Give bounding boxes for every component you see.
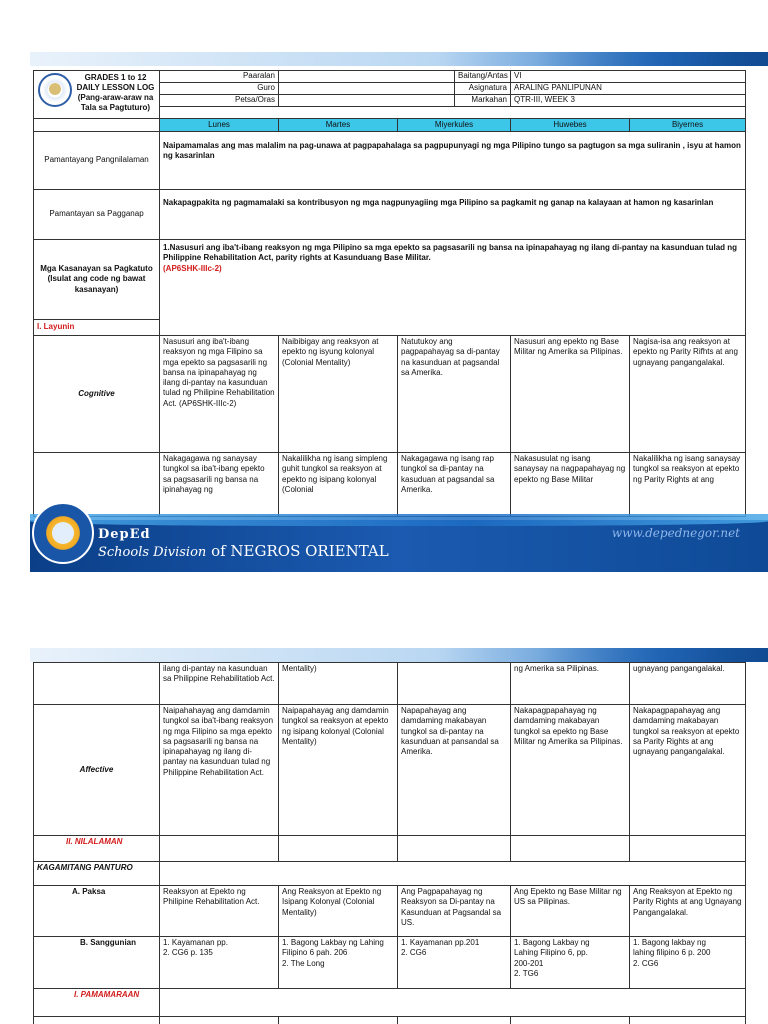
psychomotor-huwebes-bottom: ng Amerika sa Pilipinas. [511,663,630,705]
paksa-lunes: Reaksyon at Epekto ng Philipine Rehabilitation Act. [160,886,279,937]
day-header-blank [34,119,160,132]
footer-division [98,542,389,560]
nilalaman-martes [279,836,398,862]
header-spacer [160,107,746,119]
paksa-huwebes: Ang Epekto ng Base Militar ng US sa Pilipinas. [511,886,630,937]
psychomotor-lunes-top: Nakagagawa ng sanaysay tungkol sa iba't-ibang epekto sa pagsasarili ng bansa na ipinahayag ng [160,453,279,517]
lesson-log-table-2 [33,662,746,1024]
mga-kasanayan-label: Mga Kasanayan sa Pagkatuto (Isulat ang code ng bawat kasanayan) [34,240,160,320]
pamantayang-pangnilalaman-text: Naipamamalas ang mas malalim na pag-unawa at pagpapahalaga sa pagpupunyagi ng mga Pilipino tungo sa pagtugon sa mga suliranin , isyu at hamon ng kasarinlan [160,132,746,190]
day-header-martes: Martes [279,119,398,132]
next-row-label [34,1017,160,1024]
mga-kasanayan-text: 1.Nasusuri ang iba't-ibang reaksyon ng mga Pilipino sa mga epekto sa pagsasarili ng bansa na ipinapahayag ng ilang di-pantay na kasunduan tulad ng Philippine Rehabilitation Act, parity rights at Kasunduang Base Militar. [163,243,738,263]
grades-label: GRADES 1 to 12 [84,73,147,82]
affective-biyernes: Nakapagpapahayag ang damdaming makabayan tungkol sa reaksyon at epekto sa Parity Rights at ang ugnayang pangangalakal. [630,705,746,836]
next-row-miyerkules [398,1017,511,1024]
baitang-label: Baitang/Antas [455,71,511,83]
footer-website: www.depednegor.net [611,526,740,540]
sanggunian-martes: 1. Bagong Lakbay ng Lahing Filipino 6 pah. 206 2. The Long [279,937,398,989]
page-1 [30,52,768,572]
footer-division-script: Schools Division [98,545,207,560]
nilalaman-lunes [160,836,279,862]
cognitive-lunes: Nasusuri ang iba't-ibang reaksyon ng mga Filipino sa mga epekto sa pagsasarili ng bansa na ipinapahayag ng ilang di-pantay na kasunduan tulad ng Philipine Rehabilitation Act. (AP6SHK-IIIc-2) [160,336,279,453]
page-2 [30,648,768,1024]
psychomotor-lunes-bottom: ilang di-pantay na kasunduan sa Philippine Rehabilitatiob Act. [160,663,279,705]
psychomotor-biyernes-top: Nakalilikha ng isang sanaysay tungkol sa reaksyon at epekto ng Parity Rights at ang [630,453,746,517]
psychomotor-label: Psychomotor [34,453,160,517]
lesson-log-table-1 [33,70,746,517]
page-header-band-2 [30,648,768,662]
next-row-biyernes [630,1017,746,1024]
footer-deped: DepEd [98,527,151,542]
sanggunian-label: B. Sanggunian [34,937,160,989]
markahan-value: QTR-III, WEEK 3 [511,95,746,107]
cognitive-huwebes: Nasusuri ang epekto ng Base Militar ng Amerika sa Pilipinas. [511,336,630,453]
pamamaraan-label: I. PAMAMARAAN [34,989,160,1017]
next-row-lunes [160,1017,279,1024]
paksa-biyernes: Ang Reaksyon at Epekto ng Parity Rights at ang Ugnayang Pangangalakal. [630,886,746,937]
deped-emblem-icon [32,502,94,564]
guro-label: Guro [160,83,279,95]
affective-label: Affective [34,705,160,836]
deped-seal-icon [38,73,72,107]
paksa-miyerkules: Ang Pagpapahayag ng Reaksyon sa Di-pantay na Kasunduan at Pagsandal sa US. [398,886,511,937]
log-title: DAILY LESSON LOG [76,83,155,92]
deped-footer-banner [30,520,768,572]
paaralan-value[interactable] [279,71,455,83]
nilalaman-huwebes [511,836,630,862]
nilalaman-label: II. NILALAMAN [34,836,160,862]
kagamitang-label: KAGAMITANG PANTURO [34,862,160,886]
pamamaraan-cell [160,989,746,1017]
kagamitang-cell [160,862,746,886]
psychomotor-label-cont [34,663,160,705]
cognitive-martes: Naibibigay ang reaksyon at epekto ng isyung kolonyal (Colonial Mentality) [279,336,398,453]
next-row-martes [279,1017,398,1024]
day-header-huwebes: Huwebes [511,119,630,132]
mga-kasanayan-cell [160,240,746,336]
pamantayang-pangnilalaman-label: Pamantayang Pangnilalaman [34,132,160,190]
affective-martes: Naipapahayag ang damdamin tungkol sa reaksyon at epekto ng isipang kolonyal (Colonial Mentality) [279,705,398,836]
nilalaman-miyerkules [398,836,511,862]
paksa-martes: Ang Reaksyon at Epekto ng Isipang Kolonyal (Colonial Mentality) [279,886,398,937]
day-header-lunes: Lunes [160,119,279,132]
mga-kasanayan-code: (AP6SHK-IIIc-2) [163,263,222,273]
pamantayan-sa-pagganap-label: Pamantayan sa Pagganap [34,190,160,240]
baitang-value: VI [511,71,746,83]
pamantayan-sa-pagganap-text: Nakapagpakita ng pagmamalaki sa kontribusyon ng mga nagpunyagiing mga Pilipino sa pagkamit ng ganap na kalayaan at hamon ng kasarinlan [160,190,746,240]
petsa-value[interactable] [279,95,455,107]
guro-value[interactable] [279,83,455,95]
page-header-band [30,52,768,66]
sanggunian-lunes: 1. Kayamanan pp. 2. CG6 p. 135 [160,937,279,989]
psychomotor-miyerkules-bottom [398,663,511,705]
cognitive-miyerkules: Natutukoy ang pagpapahayag sa di-pantay na kasunduan at pagsandal sa Amerika. [398,336,511,453]
asignatura-value: ARALING PANLIPUNAN [511,83,746,95]
psychomotor-miyerkules-top: Nakagagawa ng isang rap tungkol sa di-pantay na kasuduan at pagsandal sa Amerika. [398,453,511,517]
log-subtitle: (Pang-araw-araw na Tala sa Pagtuturo) [77,93,154,112]
affective-lunes: Naipahahayag ang damdamin tungkol sa iba't-ibang reaksyon ng mga Filipino sa mga epekto sa pagsasarili ng bansa na ipinapahayag ng ilang di-pantay na kasunduan tulad ng Philippine Rehabilitation Act. [160,705,279,836]
asignatura-label: Asignatura [455,83,511,95]
nilalaman-biyernes [630,836,746,862]
psychomotor-biyernes-bottom: ugnayang pangangalakal. [630,663,746,705]
next-row-huwebes [511,1017,630,1024]
day-header-biyernes: Biyernes [630,119,746,132]
petsa-label: Petsa/Oras [160,95,279,107]
sanggunian-huwebes: 1. Bagong Lakbay ng Lahing Filipino 6, pp. 200-201 2. TG6 [511,937,630,989]
psychomotor-martes-top: Nakalilikha ng isang simpleng guhit tungkol sa reaksyon at epekto ng isipang kolonyal (Colonial [279,453,398,517]
cognitive-label: Cognitive [34,336,160,453]
cognitive-biyernes: Nagisa-isa ang reaksyon at epekto ng Parity Rifhts at ang ugnayang pangangalakal. [630,336,746,453]
psychomotor-martes-bottom: Mentality) [279,663,398,705]
affective-miyerkules: Napapahayag ang damdaming makabayan tungkol sa di-pantay na kasunduan at pansandal sa Amerika. [398,705,511,836]
sanggunian-biyernes: 1. Bagong lakbay ng lahing filipino 6 p. 200 2. CG6 [630,937,746,989]
psychomotor-huwebes-top: Nakasusulat ng isang sanaysay na nagpapahayag ng epekto ng Base Militar [511,453,630,517]
paaralan-label: Paaralan [160,71,279,83]
day-header-miyerkules: Miyerkules [398,119,511,132]
sanggunian-miyerkules: 1. Kayamanan pp.201 2. CG6 [398,937,511,989]
paksa-label: A. Paksa [34,886,160,937]
footer-division-rest: of NEGROS ORIENTAL [206,542,389,560]
markahan-label: Markahan [455,95,511,107]
affective-huwebes: Nakapagpapahayag ng damdaming makabayan tungkol sa epekto ng Base Militar ng Amerika sa Pilipinas. [511,705,630,836]
layunin-label: I. Layunin [34,320,160,336]
footer-wave [30,514,768,526]
header-logo-cell [34,71,160,119]
